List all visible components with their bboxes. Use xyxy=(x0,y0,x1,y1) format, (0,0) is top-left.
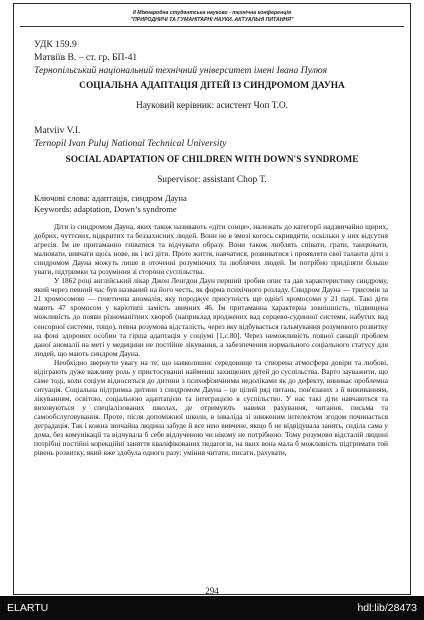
conference-line-1: II Міжнародна студентська науково - технічна конференція xyxy=(132,10,292,16)
handle-link[interactable]: hdl:lib/28473 xyxy=(357,602,417,614)
conference-header xyxy=(14,10,410,23)
article-body xyxy=(34,222,388,457)
affiliation-ua: Тернопільський національний технічний університет імені Івана Пулюя xyxy=(34,65,328,76)
page-number: 294 xyxy=(205,586,219,596)
paragraph-3: Необхідно звернути увагу на те, що навколишнє середовище та створена атмосфера довіри та любові, відіграють дуже важливу роль у пристосуванні найменш захищених дітей до суспільства. Варто зауважити, що саме тоді, коли соціум відноситься до дитини з психофізичними недоліками як до дефекту, виникає проблемна ситуація. Соціальна підтримка дитини з синдромом Дауна – це цілий ряд питань, пов'язаних з її виживанням, лікуванням, освітою, соціальною адаптацією та інтеграцією в суспільство. У нас такі діти навчаються та виховуються у спеціалізованих школах, де отримують навики рахування, читання, письма та самообслуговування. Проте, після допоміжної школи, в інваліда зі зниженим інтелектом згодом починається деградація. Так і кожна звичайна людина забуде й все нею вивчене, якщо б не відвідувала занять, сиділа сама у дома, без комунікації та відчувала б себе відлученою чи нікому не потрібною. Тому розумово відсталій людині потрібні постійні корекційні заняття кваліфікованих педагогів, на яких вона мала б можливість підтримати той рівень розвитку, який вже здобула одного разу: уміння читати, писати, рахувати, xyxy=(34,357,388,458)
title-en: SOCIAL ADAPTATION OF CHILDREN WITH DOWN'S SYNDROME xyxy=(65,155,359,165)
paragraph-2: У 1862 році англійський лікар Джон Ленгдон Даун перший зробив опис та дав характеристику синдрому, який через певний час був названий на його честь, як форма психічного розладу. Синдром Дауна — трисомія за 21 хромосомою — генетична аномалія, яку породжує присутність ще однієї хромосоми у 21 парі. Такі діти мають 47 хромосом у каріотипі замість звичних 46. Їм притаманна характерна зовнішність, підвищена можливість до появи різноманітних хвороб (наприклад вроджених вад серцево-судинної системи, набутих вад сенсорної системи, тощо), певна розумова відсталість, через яку відбувається гальмування розумового розвитку на фоні здорових особин та гірша адаптація у соціумі [1,с.80]. Через неможливість повної санації проблем даної аномалії на меті у медицини не постійне лікування, а забезпечення нормального соціального статусу для людей, що мають синдром Дауна. xyxy=(34,276,388,358)
repository-name: ELARTU xyxy=(7,602,49,614)
author-en: Matviiv V.I. xyxy=(34,125,81,136)
author-ua: Матвіїв В. – ст. гр. БП-41 xyxy=(34,52,138,63)
supervisor-en: Supervisor: assistant Chop T. xyxy=(157,175,267,185)
keywords-en: Keywords: adaptation, Down’s syndrome xyxy=(34,204,177,214)
udc-code: УДК 159.9 xyxy=(34,39,77,50)
title-ua: СОЦІАЛЬНА АДАПТАЦІЯ ДІТЕЙ ІЗ СИНДРОМОМ ДАУНА xyxy=(79,81,345,91)
supervisor-ua: Науковий керівник: асистент Чоп Т.О. xyxy=(135,101,289,111)
paragraph-1: Діти із синдромом Дауна, яких також називають «діти сонця», належать до категорії надзвичайно щирих, добрих, чуттєвих, відкритих та беззахисних людей. Вони не в змозі когось скривдити, оскільки у них відсутня агресія. Їм не притаманно гніватися та відчувати образу. Вони також люблять співати, грати, танцювати, малювати, вивчати щось нове, як і всі діти. Проте життя, навчатися, розвиватися і проявляти свої таланти діти з синдромом Дауна можуть лише в оточенні розуміючих та люблячих людей. Їм потрібно приділяти більше уваги, підтримки та розуміння зі сторони суспільства. xyxy=(34,222,388,277)
conference-line-2: "ПРИРОДНИЧІ ТА ГУМАНІТАРНІ НАУКИ. АКТУАЛЬНІ ПИТАННЯ" xyxy=(130,16,294,23)
keywords-ua: Ключові слова: адаптація, синдром Дауна xyxy=(34,193,187,203)
header-divider xyxy=(20,26,404,27)
affiliation-en: Ternopil Ivan Puluj National Technical University xyxy=(34,138,227,149)
repository-footer-bar xyxy=(0,596,424,620)
